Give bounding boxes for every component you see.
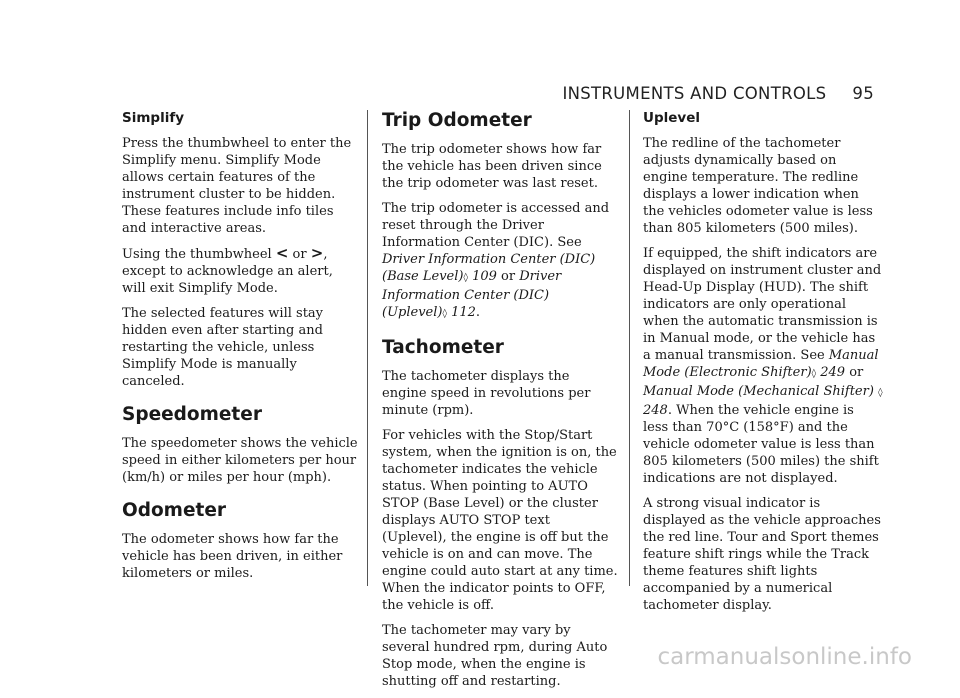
dic-uplevel-link[interactable]: Driver Information Center (DIC) (Uplevel) [382,269,562,320]
thumbwheel-left-icon: < [275,244,289,262]
page-ref-arrow-icon: ◊ [463,273,468,283]
simplify-p2-start: Using the thumbwheel [122,247,276,262]
trip-p2-end: . [475,305,481,320]
tachometer-heading: Tachometer [382,337,504,358]
simplify-p2-end: , except to acknowledge an alert, will exit Simplify Mode. [122,247,333,296]
odometer-paragraph: The odometer shows how far the vehicle has been driven, in either kilometers or miles. [122,532,343,581]
simplify-heading: Simplify [122,110,185,126]
column-divider-2 [629,110,630,586]
watermark: carmanualsonline.info [657,644,912,670]
speedometer-paragraph: The speedometer shows the vehicle speed in either kilometers per hour (km/h) or miles per hour (mph). [122,436,358,485]
column-3 [643,110,883,622]
column-1 [122,110,358,590]
simplify-p2-or: or [288,247,311,262]
trip-paragraph-1: The trip odometer shows how far the vehicle has been driven since the trip odometer was last reset. [382,142,602,191]
page-ref-arrow-icon: ◊ [811,369,817,379]
column-2 [382,110,618,698]
trip-p2-or: or [496,269,520,284]
column-divider-1 [367,110,368,586]
uplevel-p2-start: If equipped, the shift indicators are displayed on instrument cluster and Head-Up Display (HUD). The shift indicators are only operational when the automatic transmission is in Manual mode, or the vehicle has a manual transmission. See [643,246,882,363]
manual-mode-electronic-link[interactable]: Manual Mode (Electronic Shifter) [643,348,879,380]
trip-odometer-heading: Trip Odometer [382,110,532,131]
speedometer-heading: Speedometer [122,404,262,425]
page-ref-arrow-icon: ◊ [442,309,447,319]
odometer-heading: Odometer [122,500,227,521]
simplify-paragraph-1: Press the thumbwheel to enter the Simplify menu. Simplify Mode allows certain features of the instrument cluster to be hidden. These features include info tiles and interactive areas. [122,136,352,236]
simplify-paragraph-2 [122,245,358,297]
trip-paragraph-2 [382,200,618,323]
uplevel-heading: Uplevel [643,110,700,126]
simplify-paragraph-3: The selected features will stay hidden even after starting and restarting the vehicle, unless Simplify Mode is manually canceled. [122,306,324,389]
uplevel-p2-or: or [845,365,864,380]
tachometer-paragraph-1: The tachometer displays the engine speed in revolutions per minute (rpm). [382,369,591,418]
dic-base-level-page[interactable]: 109 [472,269,497,284]
uplevel-paragraph-1: The redline of the tachometer adjusts dynamically based on engine temperature. The redline displays a lower indication when the vehicles odometer value is less than 805 kilometers (500 miles). [643,136,873,236]
uplevel-paragraph-3: A strong visual indicator is displayed as the vehicle approaches the red line. Tour and Sport themes feature shift rings while the Track theme features shift lights accompanied by a numerical tachometer display. [643,496,881,613]
page-ref-arrow-icon: ◊ [878,388,883,398]
uplevel-p2-end: . When the vehicle engine is less than 70°C (158°F) and the vehicle odometer value is less than 805 kilometers (500 miles) the shift indications are not displayed. [643,403,879,486]
manual-mode-mechanical-page[interactable]: 248 [643,403,668,418]
thumbwheel-right-icon: > [310,244,324,262]
dic-base-level-link[interactable]: Driver Information Center (DIC) (Base Level) [382,252,596,284]
tachometer-paragraph-3: The tachometer may vary by several hundred rpm, during Auto Stop mode, when the engine is shutting off and restarting. [382,623,608,689]
dic-uplevel-page[interactable]: 112 [451,305,476,320]
uplevel-paragraph-2 [643,245,883,487]
manual-mode-electronic-page[interactable]: 249 [820,365,846,380]
page-number: 95 [852,84,874,103]
tachometer-paragraph-2: For vehicles with the Stop/Start system, when the ignition is on, the tachometer indicates the vehicle status. When pointing to AUTO STOP (Base Level) or the cluster displays AUTO STOP text (Uplevel), the engine is off but the vehicle is on and can move. The engine could auto start at any time. When the indicator points to OFF, the vehicle is off. [382,428,618,613]
running-head [562,84,874,103]
trip-p2-start: The trip odometer is accessed and reset through the Driver Information Center (DIC). See [382,201,610,250]
manual-mode-mechanical-link[interactable]: Manual Mode (Mechanical Shifter) [643,384,874,399]
section-title: INSTRUMENTS AND CONTROLS [562,84,827,103]
